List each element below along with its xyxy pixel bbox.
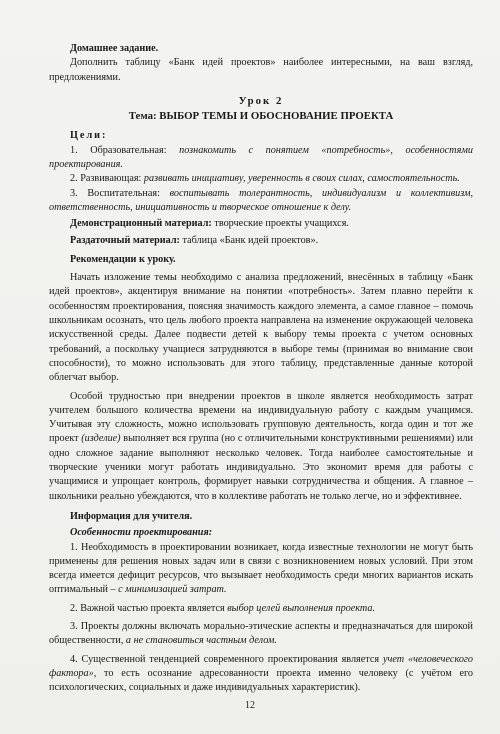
- homework-heading: Домашнее задание.: [70, 43, 159, 54]
- lesson-number: Урок 2: [238, 94, 284, 107]
- goal-text: познакомить с понятием «потребность», особенностями проектирования.: [49, 144, 473, 171]
- paragraph-italic: (изделие): [81, 433, 121, 445]
- recommendations-paragraph-2: [49, 390, 473, 504]
- handout-label: Раздаточный материал:: [70, 234, 180, 246]
- lesson-topic: Тема: ВЫБОР ТЕМЫ И ОБОСНОВАНИЕ ПРОЕКТА: [128, 110, 394, 123]
- goals-heading: Цели:: [70, 130, 108, 142]
- demo-text: творческие проекты учащихся.: [211, 218, 349, 230]
- goal-item-developing: [49, 172, 473, 186]
- feature-text: 3. Проекты должны включать морально-этические аспекты и предназначаться для широкой общественности,: [49, 620, 473, 647]
- feature-italic: выбор целей выполнения проекта.: [227, 602, 376, 614]
- page-content: [49, 42, 473, 695]
- goal-item-educational: [49, 144, 473, 173]
- demo-material: [49, 217, 473, 231]
- goal-label: 3. Воспитательная:: [70, 187, 170, 199]
- features-heading: Особенности проектирования:: [70, 527, 213, 539]
- homework-text: Дополнить таблицу «Банк идей проектов» наиболее интересными, на ваш взгляд, предложениями.: [49, 57, 473, 83]
- feature-italic: с минимизацией затрат.: [118, 584, 227, 596]
- feature-item-4: [49, 653, 473, 696]
- goal-text: развивать инициативу, уверенность в своих силах, самостоятельность.: [143, 173, 460, 185]
- page-number: 12: [245, 700, 255, 711]
- handout-material: [49, 234, 473, 248]
- teacher-info-heading: Информация для учителя.: [70, 510, 193, 522]
- feature-text: 4. Существенной тенденцией современного проектирования является: [70, 653, 383, 665]
- paragraph-text: выполняет вся группа (но с отличительными конструктивными решениями) или одно сложное задание выполняют несколько человек. Тогда наиболее самостоятельные и творческие ученики могут работать индивидуально. Это экономит время для работы с учащимися и упрощает контроль, формирует навыки сотрудничества и общения. А главное – школьники реально убеждаются, что в коллективе работать не только легче, но и эффективнее.: [49, 433, 473, 502]
- demo-label: Демонстрационный материал:: [70, 218, 212, 230]
- recommendations-heading: Рекомендации к уроку.: [70, 253, 176, 265]
- goal-item-upbringing: [49, 187, 473, 216]
- goal-label: 2. Развивающая:: [70, 173, 144, 185]
- feature-text: 1. Необходимость в проектировании возникает, когда известные технологии не могут быть применены для решения новых задач или в связи с возникновением новых условий. При этом всегда имеется дефицит ресурсов, что вызывает необходимость среди многих вариантов искать оптимальный –: [49, 541, 473, 596]
- feature-text: 2. Важной частью проекта является: [70, 602, 228, 614]
- goal-label: 1. Образовательная:: [70, 144, 180, 156]
- handout-text: таблица «Банк идей проектов».: [179, 234, 319, 246]
- feature-italic: а не становиться частным делом.: [125, 635, 277, 647]
- feature-item-1: [49, 541, 473, 598]
- feature-text: , то есть осознание адресованности проекта именно человеку (с учётом его психологических, социальных и даже индивидуальных характеристик).: [49, 667, 473, 694]
- feature-item-2: [49, 602, 473, 616]
- goal-text: воспитывать толерантность, индивидуализм и коллективизм, ответственность, инициативность и творческое отношение к делу.: [49, 187, 473, 213]
- feature-item-3: [49, 620, 473, 649]
- recommendations-paragraph-1: Начать изложение темы необходимо с анализа предложений, внесённых в таблицу «Банк идей проектов», акцентируя внимание на понятии «потребность». Затем плавно перейти к особенностям проектирования, поясняя значимость каждого элемента, а самое главное – помочь школьникам осознать, что цель любого проекта направлена на изменение окружающей человека искусственной среды. Далее подвести детей к выбору темы проекта с учетом основных требований, а поскольку учащиеся затрудняются в выборе темы (принимая во внимание свои способности), то можно использовать для этого таблицу, представленные данные которой облегчат выбор.: [49, 272, 473, 384]
- feature-italic: учет «человеческого фактора»: [49, 653, 473, 679]
- paragraph-text: Особой трудностью при внедрении проектов в школе является необходимость затрат учителем большого количества времени на индивидуальную работу с каждым учащимся. Учитывая эту сложность, можно использовать групповую деятельность, когда один и тот же проект: [49, 390, 473, 445]
